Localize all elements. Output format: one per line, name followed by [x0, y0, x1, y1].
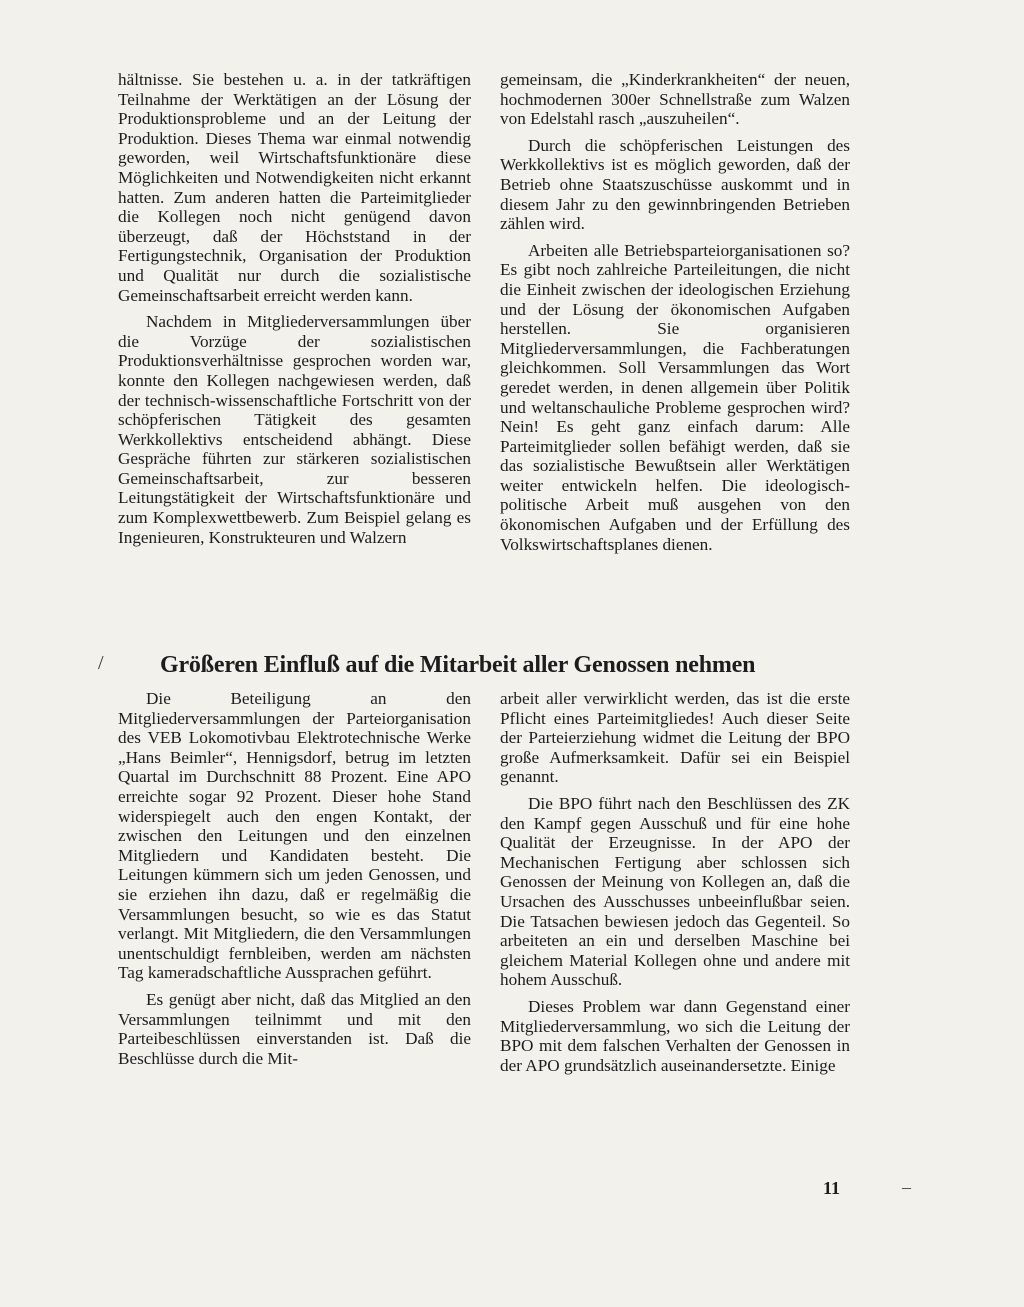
paragraph: Durch die schöpferischen Leistungen des Werkkollektivs ist es möglich geworden, daß der Betrieb ohne Staatszuschüsse auskommt und in diesem Jahr zu den gewinnbringenden Betrieben zählen wird. — [500, 135, 850, 234]
margin-mark: / — [98, 652, 104, 674]
column-bottom-right — [500, 689, 850, 1082]
section-heading: Größeren Einfluß auf die Mitarbeit aller Genossen nehmen — [160, 652, 756, 678]
paragraph: Die Beteiligung an den Mitgliederversammlungen der Parteiorganisation des VEB Lokomotivbau Elektrotechnische Werke „Hans Beimler“, Hennigsdorf, betrug im letzten Quartal im Durchschnitt 88 Prozent. Eine APO erreichte sogar 92 Prozent. Dieser hohe Stand widerspiegelt auch den engen Kontakt, der zwischen den Leitungen und den einzelnen Mitgliedern und Kandidaten besteht. Die Leitungen kümmern sich um jeden Genossen, und sie erziehen ihn dazu, daß er regelmäßig die Versammlungen besucht, so wie es das Statut verlangt. Mit Mitgliedern, die den Versammlungen unentschuldigt fernbleiben, werden am nächsten Tag kameradschaftliche Aussprachen geführt. — [118, 689, 471, 983]
page-mark: – — [902, 1177, 911, 1197]
paragraph: hältnisse. Sie bestehen u. a. in der tatkräftigen Teilnahme der Werktätigen an der Lösung der Produktionsprobleme und an der Leitung der Produktion. Dieses Thema war einmal notwendig geworden, weil Wirtschaftsfunktionäre diese Möglichkeiten und Notwendigkeiten nicht erkannt hatten. Zum anderen hatten die Parteimitglieder die Kollegen noch nicht genügend davon überzeugt, daß der Höchststand in der Fertigungstechnik, Organisation der Produktion und Qualität nur durch die sozialistische Gemeinschaftsarbeit erreicht werden kann. — [118, 70, 471, 305]
column-top-left — [118, 70, 471, 554]
page-number: 11 — [823, 1178, 841, 1198]
column-bottom-left — [118, 689, 471, 1075]
column-top-right — [500, 70, 850, 561]
paragraph: Die BPO führt nach den Beschlüssen des ZK den Kampf gegen Ausschuß und für eine hohe Qualität der Erzeugnisse. In der APO der Mechanischen Fertigung aber schlossen sich Genossen der Meinung von Kollegen an, daß die Ursachen des Ausschusses unbeeinflußbar seien. Die Tatsachen bewiesen jedoch das Gegenteil. So arbeiteten an ein und derselben Maschine bei gleichem Material Kollegen ohne und andere mit hohem Ausschuß. — [500, 793, 850, 990]
paragraph: gemeinsam, die „Kinderkrankheiten“ der neuen, hochmodernen 300er Schnellstraße zum Walzen von Edelstahl rasch „auszuheilen“. — [500, 70, 850, 129]
paragraph: Arbeiten alle Betriebsparteiorganisationen so? Es gibt noch zahlreiche Parteileitungen, die nicht die Einheit zwischen der ideologischen Erziehung und der Lösung der ökonomischen Aufgaben herstellen. Sie organisieren Mitgliederversammlungen, die Fachberatungen gleichkommen. Soll Versammlungen das Wort geredet werden, in denen allgemein über Politik und weltanschauliche Probleme gesprochen wird? Nein! Es geht ganz einfach darum: Alle Parteimitglieder sollen befähigt werden, daß sie das sozialistische Bewußtsein aller Werktätigen weiter entwickeln helfen. Die ideologisch-politische Arbeit muß ausgehen von den ökonomischen Aufgaben und der Erfüllung des Volkswirtschaftsplanes dienen. — [500, 240, 850, 554]
paragraph: Nachdem in Mitgliederversammlungen über die Vorzüge der sozialistischen Produktionsverhältnisse gesprochen worden war, konnte den Kollegen nachgewiesen werden, daß der technisch-wissenschaftliche Fortschritt von der schöpferischen Tätigkeit des gesamten Werkkollektivs entscheidend abhängt. Diese Gespräche führten zur stärkeren sozialistischen Gemeinschaftsarbeit, zur besseren Leitungstätigkeit der Wirtschaftsfunktionäre und zum Komplexwettbewerb. Zum Beispiel gelang es Ingenieuren, Konstrukteuren und Walzern — [118, 312, 471, 547]
paragraph: Dieses Problem war dann Gegenstand einer Mitgliederversammlung, wo sich die Leitung der BPO mit dem falschen Verhalten der Genossen in der APO grundsätzlich auseinandersetzte. Einige — [500, 996, 850, 1075]
paragraph: Es genügt aber nicht, daß das Mitglied an den Versammlungen teilnimmt und mit den Parteibeschlüssen einverstanden ist. Daß die Beschlüsse durch die Mit- — [118, 989, 471, 1068]
paragraph: arbeit aller verwirklicht werden, das ist die erste Pflicht eines Parteimitgliedes! Auch dieser Seite der Parteierziehung widmet die Leitung der BPO große Aufmerksamkeit. Dafür sei ein Beispiel genannt. — [500, 689, 850, 787]
